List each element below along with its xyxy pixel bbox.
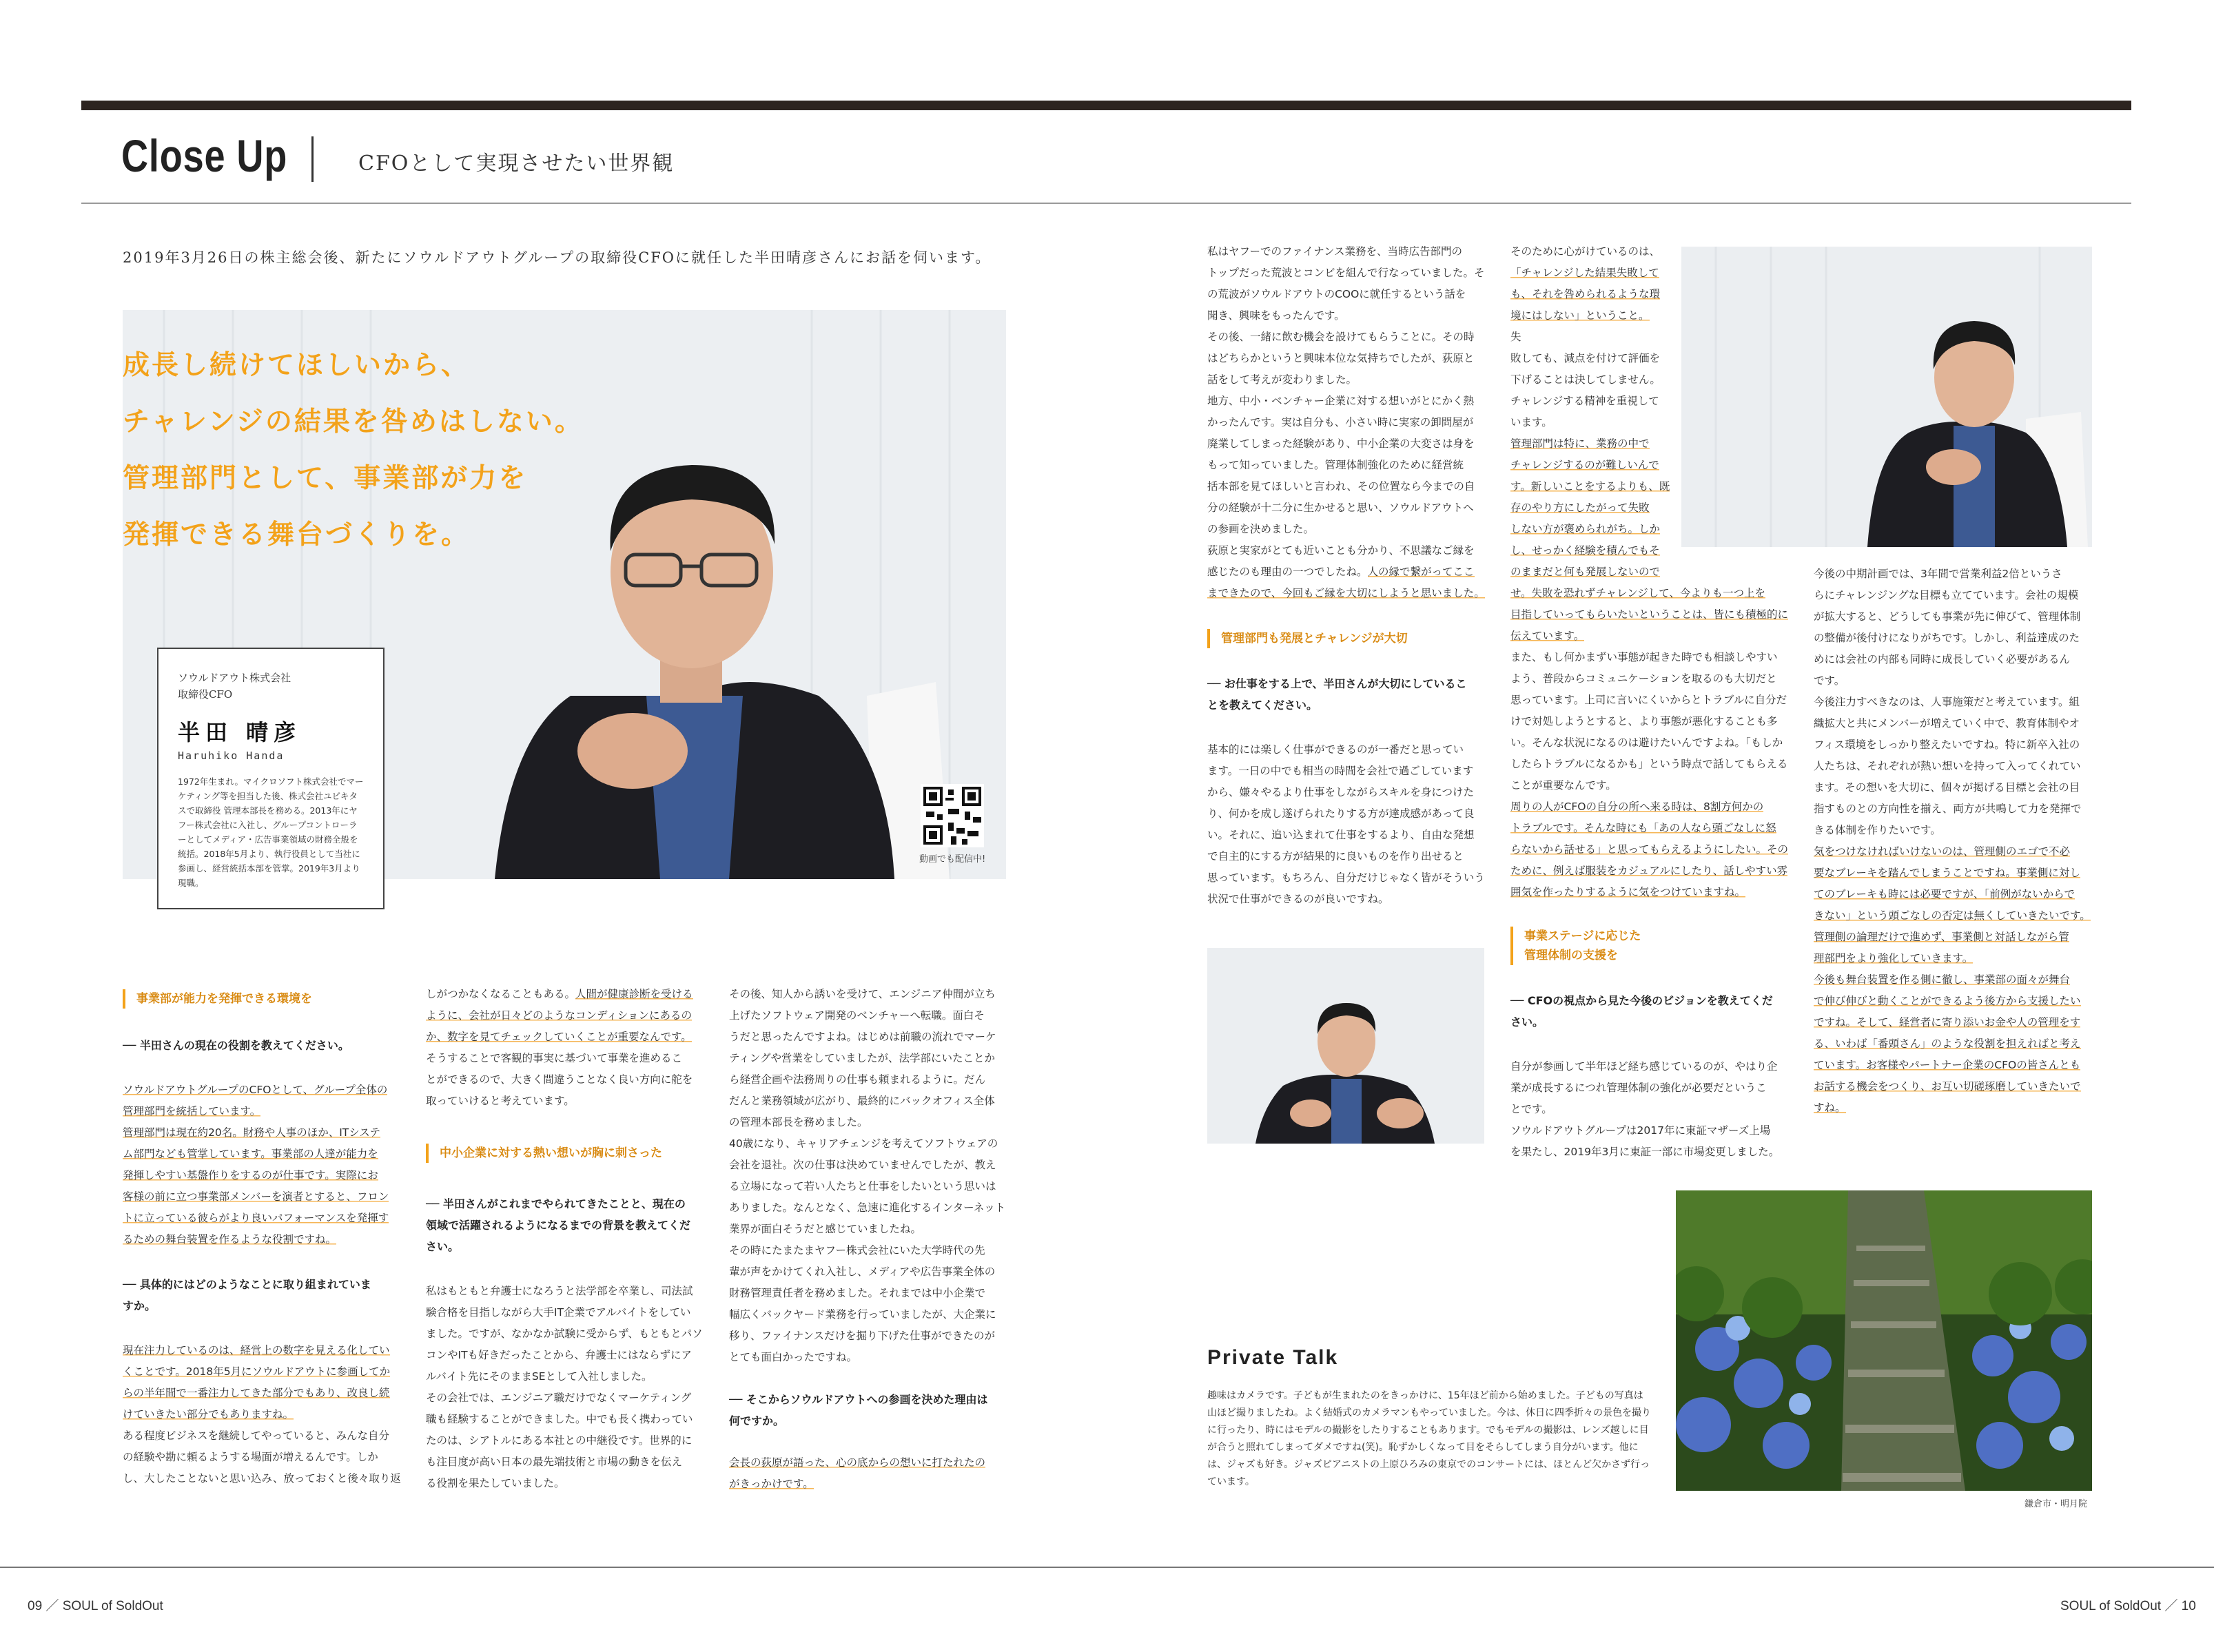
column-2 <box>426 984 708 1494</box>
question-3: ── 半田さんがこれまでやられてきたことと、現在の 領域で活躍されるようになるまでの背景を教えてくだ さい。 <box>426 1197 691 1253</box>
photo-caption: 鎌倉市・明月院 <box>2025 1499 2088 1509</box>
column-3 <box>729 984 1012 1495</box>
column-5-para-1: そのために心がけているのは、 <box>1510 245 1661 258</box>
column-6-highlight: 気をつけなければいけないのは、管理側のエゴで不必 要なブレーキを踏んでしまうことですね。事業側に対し てのブレーキも時には必要ですが、「前例がないからで きない」という頭ごなしの否定は無くしていきたいです。 管理側の論理だけで進めず、事業側と対話しながら管 理部門をより強化していきます。 今後も舞台装置を作る側に徹し、事業部の面々が舞台 で伸び伸びと動くことができるよう後方から支援したい ですね。そして、経営者に寄り添いお金や人の管理をす る、いわば「番頭さん」のような役割を担えればと考え ています。お客様やパートナー企業のCFOの皆さんとも お話する機会をつくり、お互い切磋琢磨していきたいで すね。 <box>1814 845 2091 1114</box>
section-title: Close Up <box>121 130 288 181</box>
answer-5: 基本的には楽しく仕事ができるのが一番だと思ってい ます。一日の中でも相当の時間を会社で過ごしています から、嫌々やるより仕事をしながらスキルを身につけた り、何かを成し遂げられたりする方が達成感があって良 い。それに、追い込まれて仕事をするより、自由な発想 で自主的にする方が結果的に良いものを作り出せると 思っています。もちろん、自分だけじゃなく皆がそういう 状況で仕事ができるのが良いですね。 <box>1207 743 1485 905</box>
column-1 <box>123 989 405 1489</box>
page-number-left: 09 ／ SOUL of SoldOut <box>28 1599 163 1613</box>
section-heading-4: 事業ステージに応じた 管理体制の支援を <box>1510 927 1800 965</box>
profile-role: 取締役CFO <box>178 688 233 701</box>
answer-4-highlight: 会長の荻原が語った、心の底からの想いに打たれたの がきっかけです。 <box>729 1456 986 1490</box>
header-rule <box>81 203 2131 204</box>
column-5-para-4: また、もし何かまずい事態が起きた時でも相談しやすい よう、普段からコミュニケーションを取るのも大切だと 思っています。上司に言いにくいからとトラブルに自分だ けで対処しようとすると、より事態が悪化することも多 い。そんな状況になるのは避けたいんですよね。「もしか したらトラブルになるかも」という時点で話してもらえる ことが重要なんです。 <box>1510 651 1788 792</box>
column-4-para: 私はヤフーでのファイナンス業務を、当時広告部門の トップだった荒波とコンビを組んで行なっていました。そ の荒波がソウルドアウトのCOOに就任するという話を 聞き、興味をもったんです。 その後、一緒に飲む機会を設けてもらうことに。その時 はどちらかというと興味本位な気持ちでしたが、荻原と 話をして考えが変わりました。 地方、中小・ベンチャー企業に対する想いがとにかく熱 かったんです。実は自分も、小さい時に実家の卸問屋が 廃業してしまった経験があり、中小企業の大変さは身を もって知っていました。管理体制強化のために経営統 括本部を見てほしいと言われ、その位置なら今までの自 分の経験が十二分に生かせると思い、ソウルドアウトへ の参画を決めました。 荻原と実家がとても近いことも分かり、不思議なご縁を 感じたのも理由の一つでしたね。人の縁で繋がってここ まできたので、今回もご縁を大切にしようと思いました。 <box>1207 245 1485 599</box>
footer-rule <box>0 1567 2214 1568</box>
qr-code[interactable] <box>921 784 984 847</box>
profile-name-en: Haruhiko Handa <box>178 750 285 762</box>
question-4: ── そこからソウルドアウトへの参画を決めた理由は 何ですか。 <box>729 1393 988 1427</box>
headline-line-2: チャレンジの結果を咎めはしない。 <box>123 406 584 437</box>
profile-name: 半田 晴彦 <box>178 719 302 745</box>
headline-line-4: 発揮できる舞台づくりを。 <box>123 519 471 550</box>
top-rule <box>81 101 2131 110</box>
section-heading-2: 中小企業に対する熱い想いが胸に刺さった <box>426 1144 708 1163</box>
headline-line-3: 管理部門として、事業部が力を <box>123 463 528 494</box>
question-5: ── お仕事をする上で、半田さんが大切にしているこ とを教えてください。 <box>1207 677 1467 712</box>
column-2-para-1: しがつかなくなることもある。人間が健康診断を受ける ように、会社が日々どのようなコンディションにあるの か、数字を見てチェックしていくことが重要なんです。 <box>426 988 693 1043</box>
answer-2-highlight: 現在注力しているのは、経営上の数字を見える化してい くことです。2018年5月にソウルドアウトに参画してか らの半年間で一番注力してきた部分でもあり、改良し続 けていきたい部分でもありますね。 <box>123 1344 391 1421</box>
profile-company: ソウルドアウト株式会社 <box>178 672 291 684</box>
column-2-para-2: そうすることで客観的事実に基づいて事業を進めるこ とができるので、大きく間違うことなく良い方向に舵を 取っていけると考えています。 <box>426 1052 693 1107</box>
column-4 <box>1207 241 1490 910</box>
section-heading-3: 管理部門も発展とチャレンジが大切 <box>1207 629 1490 648</box>
private-talk-body: 趣味はカメラです。子どもが生まれたのをきっかけに、15年ほど前から始めました。子どもの写真は 山ほど撮りましたね。よく結婚式のカメラマンもやっていました。今は、休日に四季折々の景色を撮り に行ったり、時にはモデルの撮影をしたりすることもあります。でもモデルの撮影は、レンズ越しに目 が合うと照れてしまってダメですね(笑)。恥ずかしくなって目をそらしてしまう自分がいます。他に は、ジャズも好き。ジャズピアニストの上原ひろみの東京でのコンサートには、ほとんど欠かさず行っ ています。 <box>1207 1390 1651 1487</box>
question-6: ── CFOの視点から見た今後のビジョンを教えてくだ さい。 <box>1510 994 1773 1029</box>
answer-1: ソウルドアウトグループのCFOとして、グループ全体の 管理部門を統括しています。 管理部門は現在約20名。財務や人事のほか、ITシステ ム部門なども管掌しています。事業部の人達が能力を 発揮しやすい基盤作りをするのが仕事です。実際にお 客様の前に立つ事業部メンバーを演者とすると、フロン トに立っている彼らがより良いパフォーマンスを発揮す るための舞台装置を作るような役割ですね。 <box>123 1084 389 1246</box>
answer-3: 私はもともと弁護士になろうと法学部を卒業し、司法試 験合格を目指しながら大手IT企業でアルバイトをしてい ました。ですが、なかなか試験に受からず、もともとパソ コンやITも好きだったことから、弁護士にはならずにア ルバイト先にそのままSEとして入社しました。 その会社では、エンジニア職だけでなくマーケティング 職も経験することができました。中でも長く携わってい たのは、シアトルにある本社との中継役です。世界的に も注目度が高い日本の最先端技術と市場の動きを伝え る役割を果たしていました。 <box>426 1285 703 1489</box>
profile-bio: 1972年生まれ。マイクロソフト株式会社でマーケティング等を担当した後、株式会社ユビキタスで取締役 管理本部長を務める。2013年にヤフー株式会社に入社し、グループコントローラーとしてメディア・広告事業領域の財務全般を統括。2018年5月より、執行役員として当社に参画し、経営統括本部を管掌。2019年3月より現職。 <box>178 776 364 888</box>
answer-6: 自分が参画して半年ほど経ち感じているのが、やはり企 業が成長するにつれ管理体制の強化が必要だというこ とです。 ソウルドアウトグループは2017年に東証マザーズ上場 を果たし、2019年3月に東証一部に市場変更しました。 <box>1510 1060 1780 1158</box>
lead-text: 2019年3月26日の株主総会後、新たにソウルドアウトグループの取締役CFOに就任した半田晴彦さんにお話を伺います。 <box>123 249 992 266</box>
column-3-para: その後、知人から誘いを受けて、エンジニア仲間が立ち 上げたソフトウェア開発のベンチャーへ転職。面白そ うだと思ったんですよね。はじめは前職の流れでマーケ ティングや営業をしていましたが、法学部にいたことか ら経営企画や法務周りの仕事も頼まれるように。だん だんと業務領域が広がり、最終的にバックオフィス全体 の管理本部長を務めました。 40歳になり、キャリアチェンジを考えてソフトウェアの 会社を退社。次の仕事は決めていませんでしたが、教え る立場になって若い人たちと仕事をしたいという思いは ありました。なんとなく、急速に進化するインターネット 業界が面白そうだと感じていましたね。 その時にたまたまヤフー株式会社にいた大学時代の先 輩が声をかけてくれ入社し、メディアや広告事業全体の 財務管理責任者を務めました。それまでは中小企業で 幅広くバックヤード業務を行っていましたが、大企業に 移り、ファイナンスだけを掘り下げた仕事ができたのが とても面白かったですね。 <box>729 988 1006 1363</box>
column-5-highlight-3: 周りの人がCFOの自分の所へ来る時は、8割方何かの トラブルです。そんな時にも「あの人なら頭ごなしに怒 らないから話せる」と思ってもらえるようにしたい。その ために、例えば服装をカジュアルにしたり、話しやすい雰 囲気を作ったりするように気をつけていますね。 <box>1510 801 1789 898</box>
section-heading-1: 事業部が能力を発揮できる環境を <box>123 989 405 1009</box>
answer-2: ある程度ビジネスを継続してやっていると、みんな自分 の経験や勘に頼るようする場面が増えるんです。しか し、大したことないと思い込み、放っておくと後々取り返 <box>123 1429 401 1485</box>
headline-line-1: 成長し続けてほしいから、 <box>123 350 471 381</box>
column-5-highlight-1: 「チャレンジした結果失敗して も、それを咎められるような環 境にはしない」ということ。 <box>1510 267 1661 322</box>
column-5-highlight-2: 管理部門は特に、業務の中で チャレンジするのが難しいんで す。新しいことをするよりも、既 存のやり方にしたがって失敗 しない方が褒められがち。しか し、せっかく経験を積んでもそ のままだと何も発展しないので せ。失敗を恐れずチャレンジして、今よりも一つ上を 目指していってもらいたいということは、皆にも積極的に 伝えています。 <box>1510 437 1789 642</box>
page-number-right: SOUL of SoldOut ／ 10 <box>2060 1599 2196 1613</box>
column-5-para-2: 失 敗しても、減点を付けて評価を 下げることは決してしません。 チャレンジする精神を重視して います。 <box>1510 331 1661 429</box>
private-talk-title: Private Talk <box>1207 1346 1339 1369</box>
column-6 <box>1814 564 2096 1119</box>
column-6-para: 今後の中期計画では、3年間で営業利益2倍というさ らにチャレンジングな目標も立てています。会社の規模 が拡大すると、どうしても事業が先に伸びて、管理体制 の整備が後付けになりがちです。しかし、利益達成のた めには会社の内部も同時に成長していく必要があるん です。 今後注力すべきなのは、人事施策だと考えています。組 織拡大と共にメンバーが増えていく中で、教育体制やオ フィス環境をしっかり整えたいですね。特に新卒入社の 人たちは、それぞれが熱い想いを持って入ってくれてい ます。その想いを大切に、個々が掲げる目標と会社の目 指すものとの方向性を揃え、両方が共鳴して力を発揮で きる体制を作りたいです。 <box>1814 568 2082 836</box>
qr-caption: 動画でも配信中! <box>919 854 986 865</box>
title-divider <box>311 136 314 182</box>
second-portrait-photo <box>1207 948 1484 1144</box>
profile-box <box>157 648 385 909</box>
third-portrait-photo <box>1681 247 2092 547</box>
article-title: CFOとして実現させたい世界観 <box>358 152 675 176</box>
headline <box>123 338 674 564</box>
question-1: ── 半田さんの現在の役割を教えてください。 <box>123 1039 349 1052</box>
question-2: ── 具体的にはどのようなことに取り組まれていま すか。 <box>123 1278 371 1312</box>
